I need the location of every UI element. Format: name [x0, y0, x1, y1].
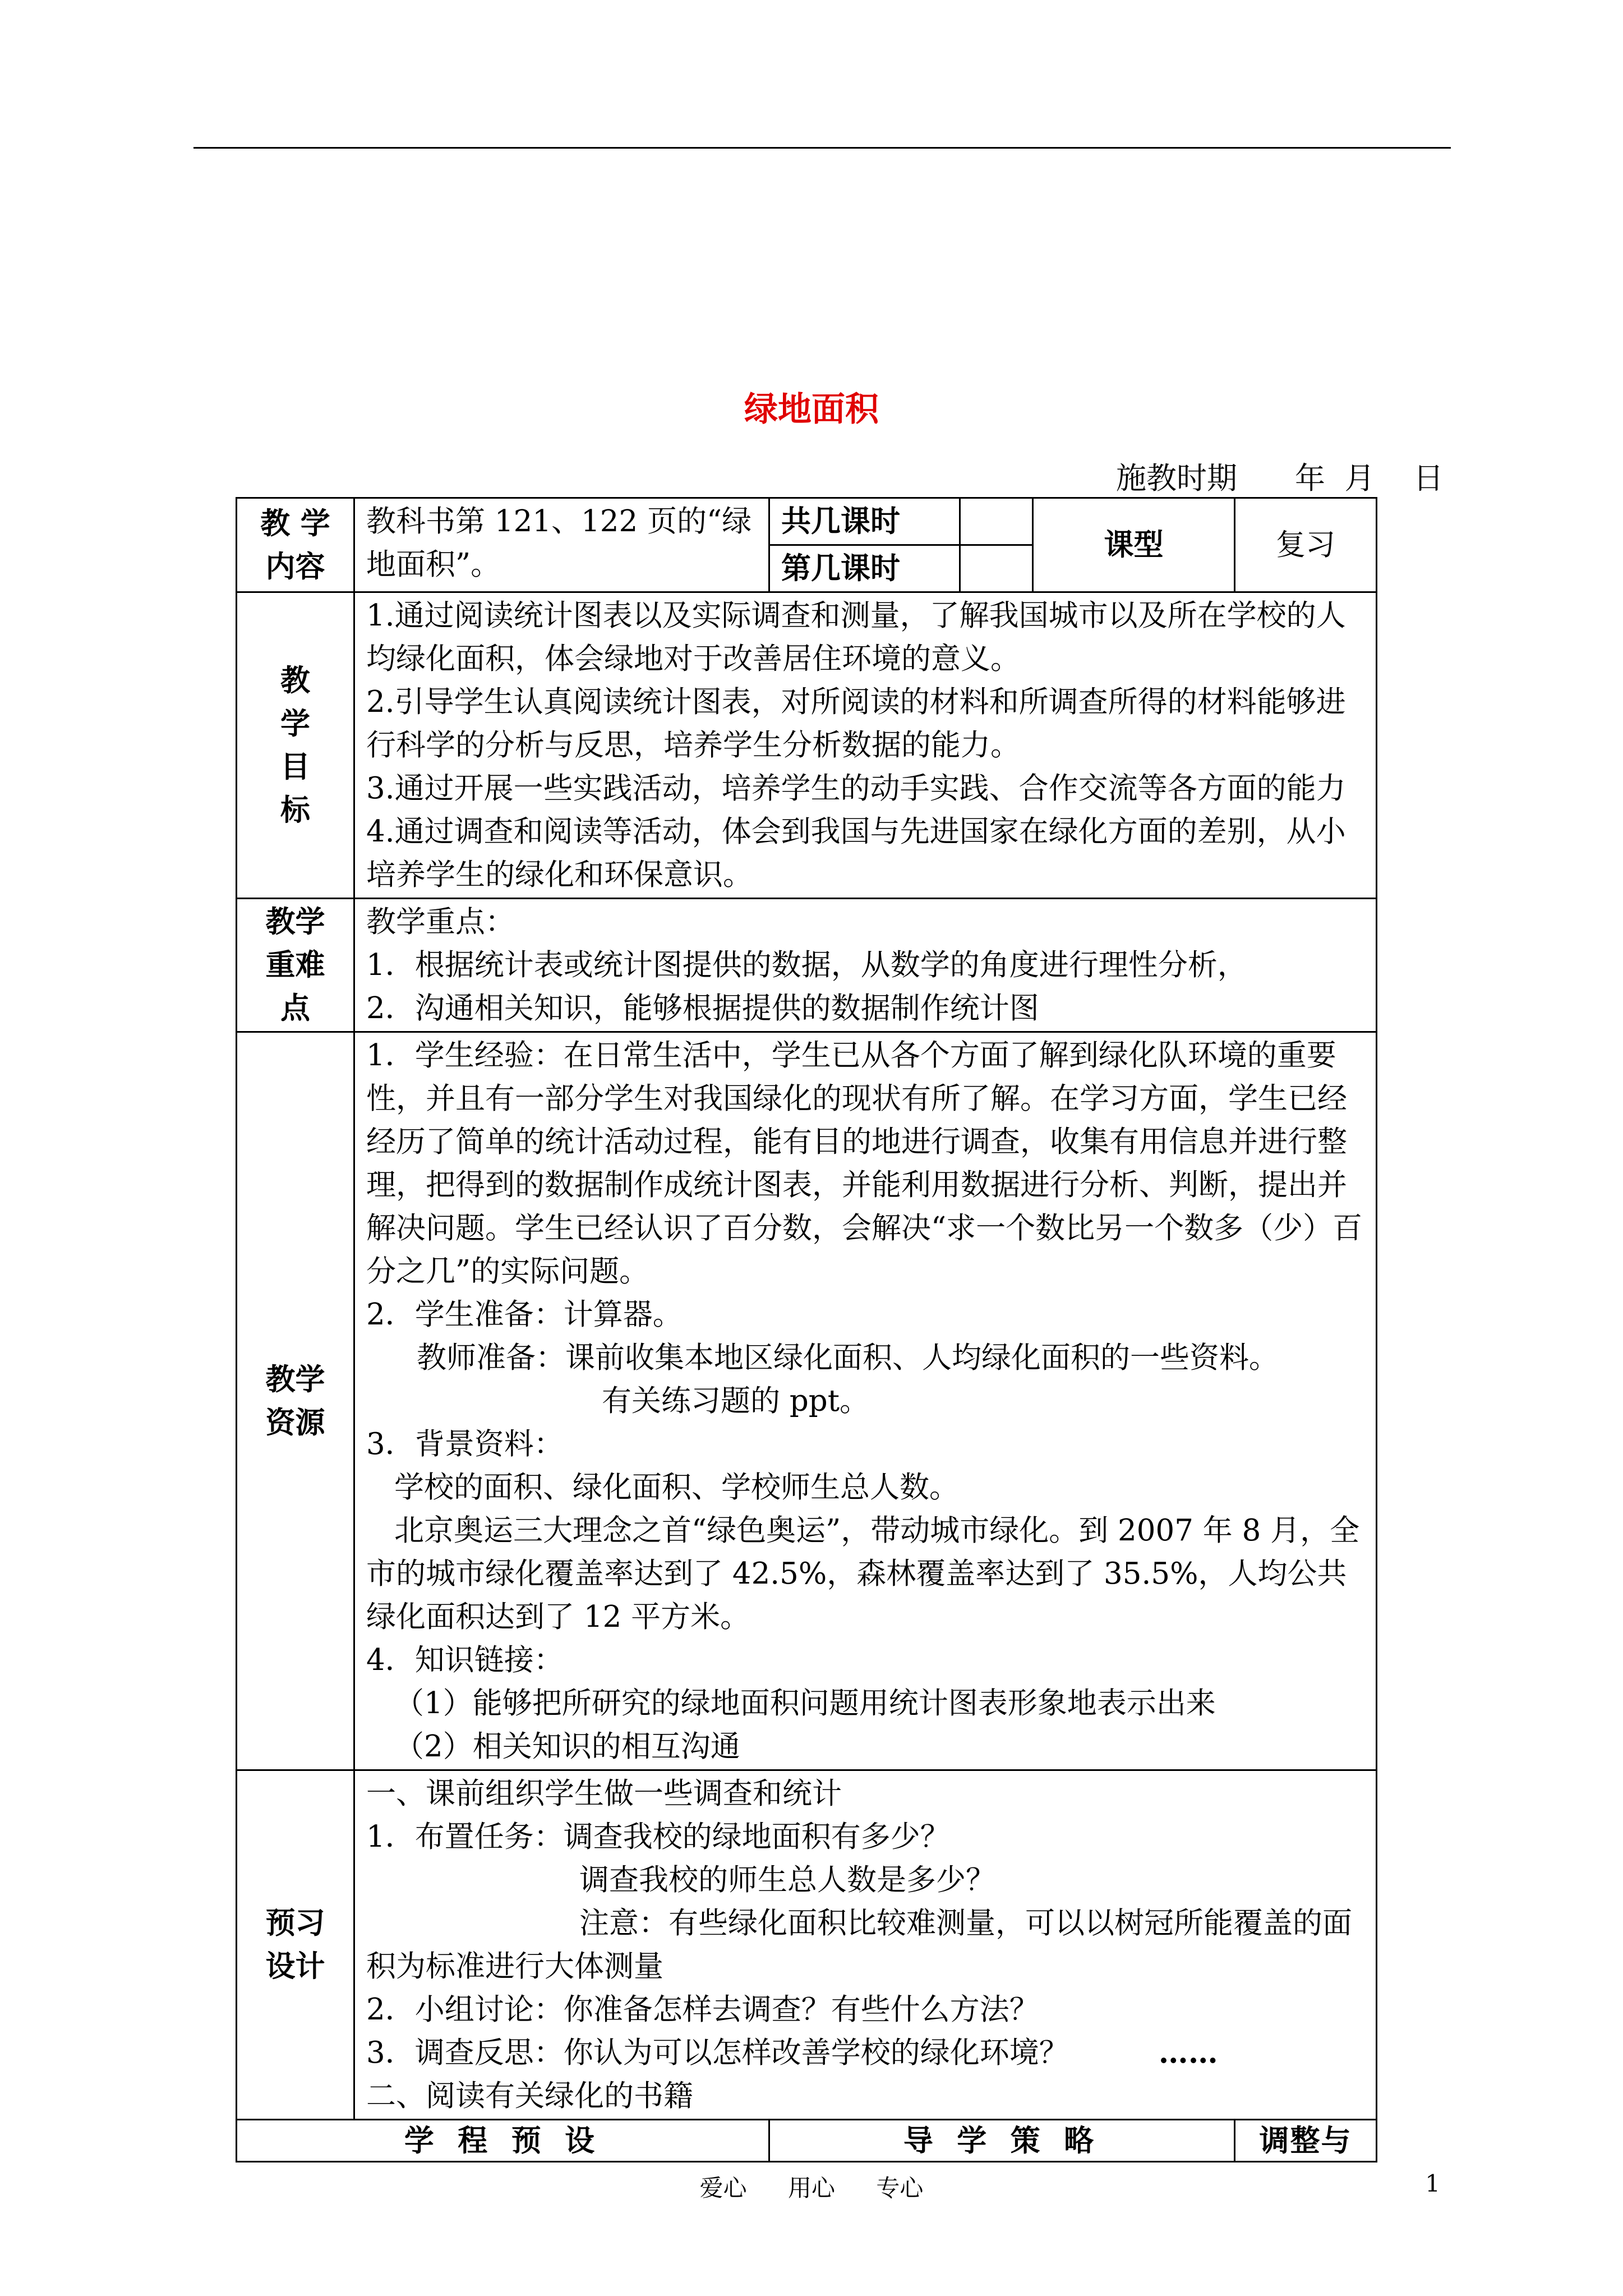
page-number: 1: [1425, 2170, 1440, 2197]
row-preview-design: [237, 1770, 1377, 2120]
objective-item: 3.通过开展一些实践活动，培养学生的动手实践、合作交流等各方面的能力: [366, 771, 1346, 806]
row-resources: [237, 1032, 1377, 1770]
teaching-content-text: 教科书第 121、122 页的“绿地面积”。: [354, 498, 769, 592]
teaching-date-line: 施教时期 年 月 日: [1116, 461, 1444, 496]
page-footer: 爱心 用心 专心: [699, 2174, 924, 2202]
label-teaching-content: 教 学 内容: [237, 498, 354, 592]
value-period-number: [960, 545, 1033, 592]
row-process-headers: [237, 2120, 1377, 2162]
label-preview-design: 预习 设计: [237, 1770, 354, 2120]
label-objectives: 教 学 目 标: [237, 592, 354, 899]
header-guiding-strategy: 导 学 策 略: [769, 2120, 1235, 2162]
header-learning-process: 学 程 预 设: [237, 2120, 769, 2162]
label-lesson-type: 课型: [1033, 498, 1235, 592]
page-title: 绿地面积: [744, 390, 879, 429]
value-lesson-type: 复习: [1235, 498, 1377, 592]
lesson-plan-table: [236, 497, 1377, 2162]
key-points-content: 教学重点： 1．根据统计表或统计图提供的数据，从数学的角度进行理性分析， 2．沟通相关知识，能够根据提供的数据制作统计图: [354, 899, 1377, 1032]
objective-item: 1.通过阅读统计图表以及实际调查和测量，了解我国城市以及所在学校的人均绿化面积，体会绿地对于改善居住环境的意义。: [366, 599, 1346, 676]
label-resources: 教学 资源: [237, 1032, 354, 1770]
label-period-number: 第几课时: [769, 545, 960, 592]
header-adjustment: 调整与: [1235, 2120, 1377, 2162]
value-total-periods: [960, 498, 1033, 545]
row-objectives: [237, 592, 1377, 899]
row-key-points: [237, 899, 1377, 1032]
preview-content: 一、课前组织学生做一些调查和统计 1．布置任务：调查我校的绿地面积有多少？ 调查我校的师生总人数是多少？ 注意：有些绿化面积比较难测量，可以以树冠所能覆盖的面积为标准进行大体测量 2．小组讨论：你准备怎样去调查？有些什么方法？ 3．调查反思：你认为可以怎样改善学校的绿化环境？ …… 二、阅读有关绿化的书籍: [354, 1770, 1377, 2120]
resources-content: 1．学生经验：在日常生活中，学生已从各个方面了解到绿化队环境的重要性，并且有一部分学生对我国绿化的现状有所了解。在学习方面，学生已经经历了简单的统计活动过程，能有目的地进行调查，收集有用信息并进行整理，把得到的数据制作成统计图表，并能利用数据进行分析、判断，提出并解决问题。学生已经认识了百分数，会解决“求一个数比另一个数多（少）百分之几”的实际问题。 2．学生准备：计算器。 教师准备：课前收集本地区绿化面积、人均绿化面积的一些资料。 有关练习题的 ppt。 3．背景资料： 学校的面积、绿化面积、学校师生总人数。 北京奥运三大理念之首“绿色奥运”，带动城市绿化。到 2007 年 8 月，全市的城市绿化覆盖率达到了 42.5%，森林覆盖率达到了 35.5%，人均公共绿化面积达到了 12 平方米。 4．知识链接： （1）能够把所研究的绿地面积问题用统计图表形象地表示出来 （2）相关知识的相互沟通: [354, 1032, 1377, 1770]
objectives-content: [354, 592, 1377, 899]
header-rule: [193, 147, 1451, 149]
objective-item: 4.通过调查和阅读等活动，体会到我国与先进国家在绿化方面的差别，从小培养学生的绿化和环保意识。: [366, 815, 1346, 892]
label-total-periods: 共几课时: [769, 498, 960, 545]
row-teaching-content: [237, 498, 1377, 545]
objective-item: 2.引导学生认真阅读统计图表，对所阅读的材料和所调查所得的材料能够进行科学的分析与反思，培养学生分析数据的能力。: [366, 685, 1346, 762]
label-key-points: 教学 重难 点: [237, 899, 354, 1032]
